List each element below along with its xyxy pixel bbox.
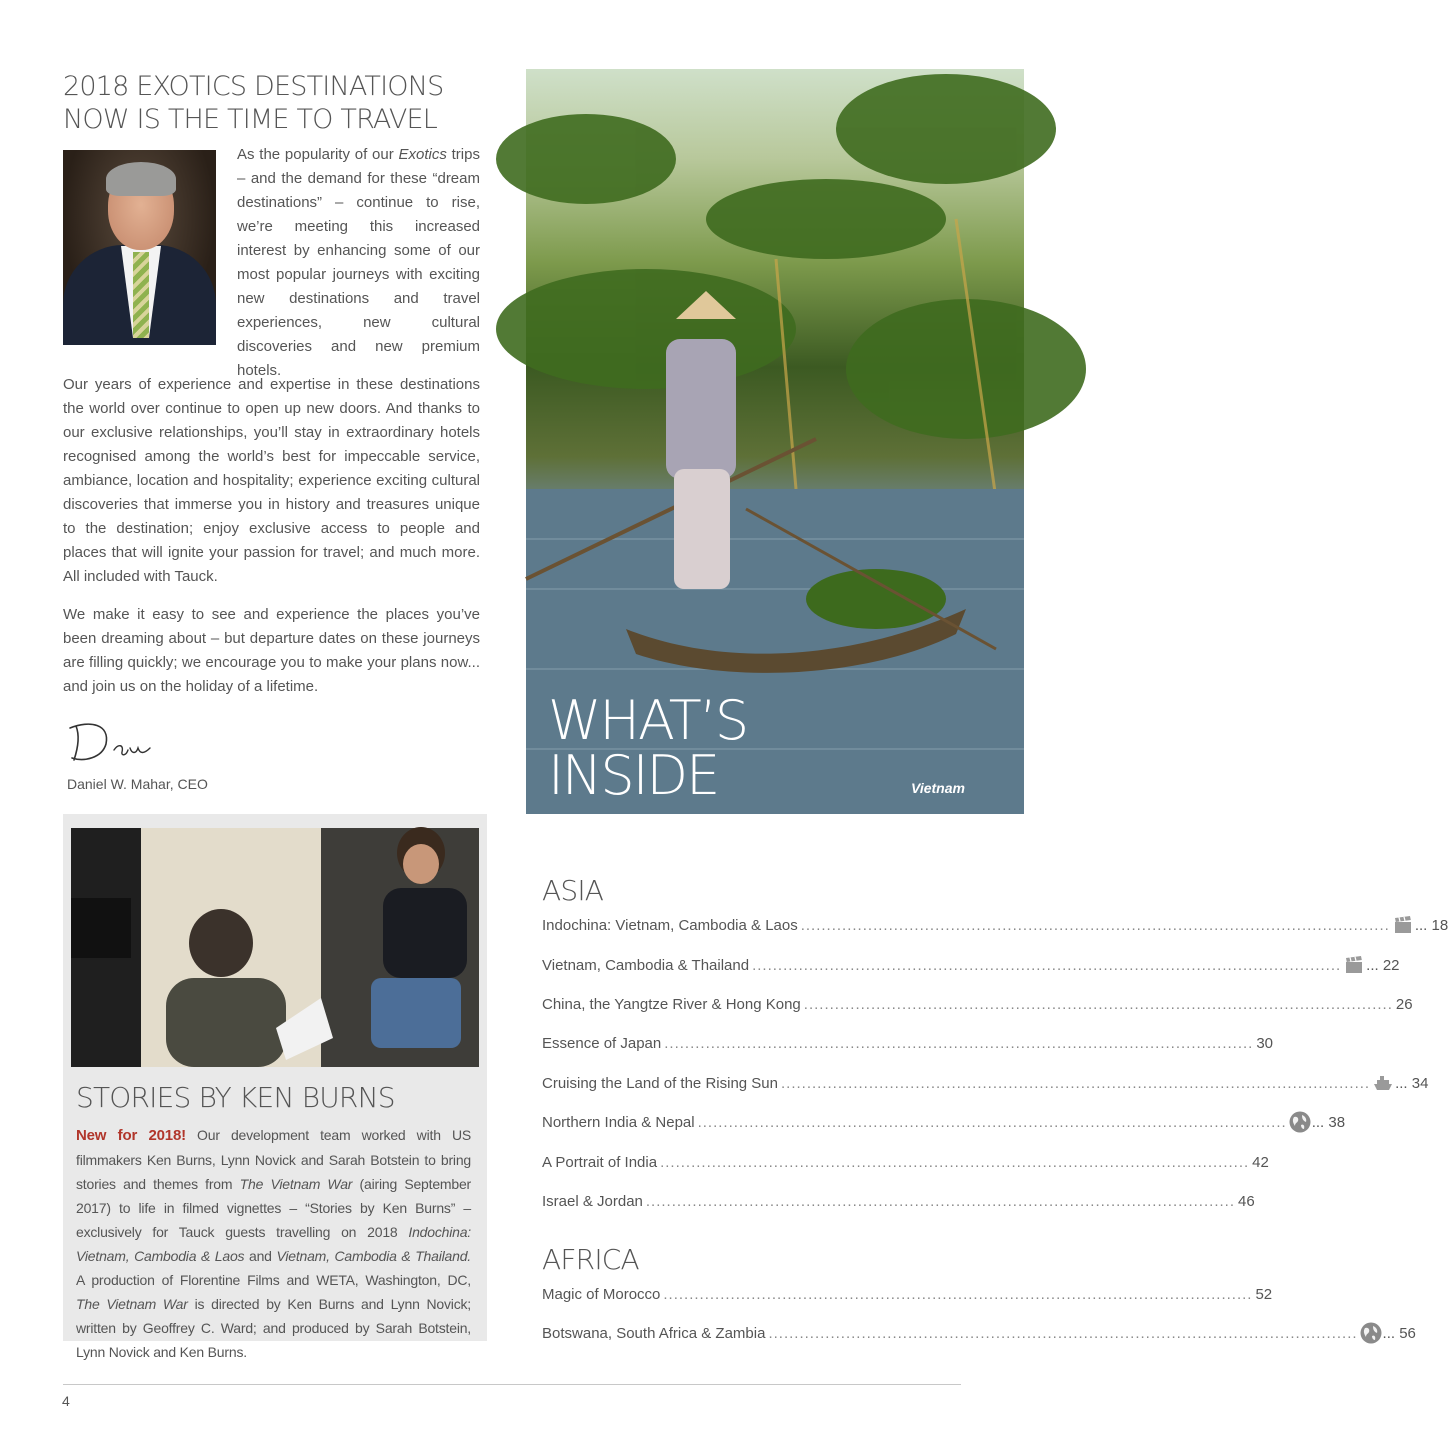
stories-paragraph: New for 2018! Our development team worked with US filmmakers Ken Burns, Lynn Novick and Sarah Botstein to bring stories and themes from The Vietnam War (airing September 2017) to life in filmed vignettes – “Stories by Ken Burns” – exclusively for Tauck guests travelling on 2018 Indochina: Vietnam, Cambodia & Laos and Vietnam, Cambodia & Thailand. A production of Florentine Films and WETA, Washington, DC, The Vietnam War is directed by Ken Burns and Lynn Novick; written by Geoffrey C. Ward; and produced by Sarah Botstein, Lynn Novick and Ken Burns. [76,1127,471,1360]
toc-section-africa: AFRICA [542,1243,639,1276]
toc-item-title: Essence of Japan [542,1034,662,1052]
toc-page-number: ... 22 [1366,956,1400,974]
dot-leader: .................................................................................................................. [660,1153,1250,1171]
toc-item-vietnam-cambodia-thailand[interactable] [542,952,1400,978]
toc-item-title: Israel & Jordan [542,1192,643,1210]
ship-icon [1373,1073,1393,1093]
new-badge: New for 2018! [76,1127,186,1144]
ceo-portrait-photo [63,150,216,338]
toc-page-number: ... 18 [1414,916,1448,934]
whats-inside-title: WHAT’S INSIDE [548,689,748,807]
dot-leader: .................................................................................................................. [800,916,1390,934]
photo-caption: Vietnam [911,780,965,796]
body-paragraph-2: We make it easy to see and experience the places you’ve been dreaming about – but departure dates on these journeys are filling quickly; we encourage you to make your plans now... and join us on the holiday of a lifetime. [63,606,480,695]
ceo-name: Daniel W. Mahar, CEO [67,776,208,792]
body-paragraph-1: Our years of experience and expertise in these destinations the world over continue to open up new doors. And thanks to our exclusive relationships, you’ll stay in extraordinary hotels recognised among the world’s best for impeccable service, ambiance, location and hospitality; experience exciting cultural discoveries that immerse you in history and treasures unique to the destination; enjoy exclusive access to people and places that will ignite your passion for travel; and much more. All included with Tauck. [63,376,480,585]
toc-section-asia: ASIA [542,874,604,907]
stories-title: STORIES BY KEN BURNS [76,1081,395,1114]
footer-divider [63,1384,961,1385]
toc-item-magic-of-morocco[interactable] [542,1281,1273,1307]
filming-interview-photo [71,828,479,1067]
globe-icon [1361,1323,1381,1343]
toc-page-number: 30 [1256,1034,1274,1052]
dot-leader: .................................................................................................................. [803,995,1393,1013]
heading-line-1: 2018 EXOTICS DESTINATIONS [63,71,444,102]
heading-line-2: NOW IS THE TIME TO TRAVEL [63,104,438,135]
film-clapper-icon [1344,955,1364,975]
toc-item-northern-india-nepal[interactable] [542,1109,1346,1135]
page-number: 4 [62,1393,70,1409]
toc-item-title: Botswana, South Africa & Zambia [542,1324,766,1342]
dot-leader: .................................................................................................................. [697,1113,1287,1131]
ceo-signature [66,714,161,770]
toc-item-essence-of-japan[interactable] [542,1030,1274,1056]
toc-page-number: 42 [1252,1153,1269,1171]
toc-item-title: Northern India & Nepal [542,1113,695,1131]
globe-icon [1290,1112,1310,1132]
toc-item-china-yangtze[interactable] [542,991,1413,1017]
film-clapper-icon [1393,915,1413,935]
dot-leader: .................................................................................................................. [752,956,1342,974]
dot-leader: .................................................................................................................. [780,1074,1371,1092]
toc-page-number: ... 56 [1382,1324,1416,1342]
toc-page-number: ... 34 [1395,1074,1429,1092]
toc-item-title: Indochina: Vietnam, Cambodia & Laos [542,916,798,934]
dot-leader: .................................................................................................................. [645,1192,1235,1210]
toc-item-title: Cruising the Land of the Rising Sun [542,1074,778,1092]
toc-item-title: China, the Yangtze River & Hong Kong [542,995,801,1013]
intro-paragraph: As the popularity of our Exotics trips – and the demand for these “dream destinations” – continue to rise, we’re meeting this increased interest by enhancing some of our most popular journeys with exciting new destinations and travel experiences, new cultural discoveries and new premium hotels. [237,146,480,379]
dot-leader: .................................................................................................................. [664,1034,1254,1052]
toc-page-number: 26 [1395,995,1413,1013]
toc-item-title: Vietnam, Cambodia & Thailand [542,956,750,974]
dot-leader: .................................................................................................................. [663,1285,1253,1303]
toc-page-number: ... 38 [1311,1113,1346,1131]
toc-page-number: 52 [1255,1285,1273,1303]
page-heading [63,70,483,136]
toc-item-title: Magic of Morocco [542,1285,661,1303]
toc-item-botswana-south-africa-zambia[interactable] [542,1320,1416,1346]
toc-item-cruising-rising-sun[interactable] [542,1070,1429,1096]
toc-item-israel-jordan[interactable] [542,1188,1255,1214]
toc-item-indochina[interactable] [542,912,1448,938]
toc-item-title: A Portrait of India [542,1153,658,1171]
toc-item-portrait-of-india[interactable] [542,1149,1269,1175]
dot-leader: .................................................................................................................. [768,1324,1358,1342]
toc-page-number: 46 [1237,1192,1255,1210]
